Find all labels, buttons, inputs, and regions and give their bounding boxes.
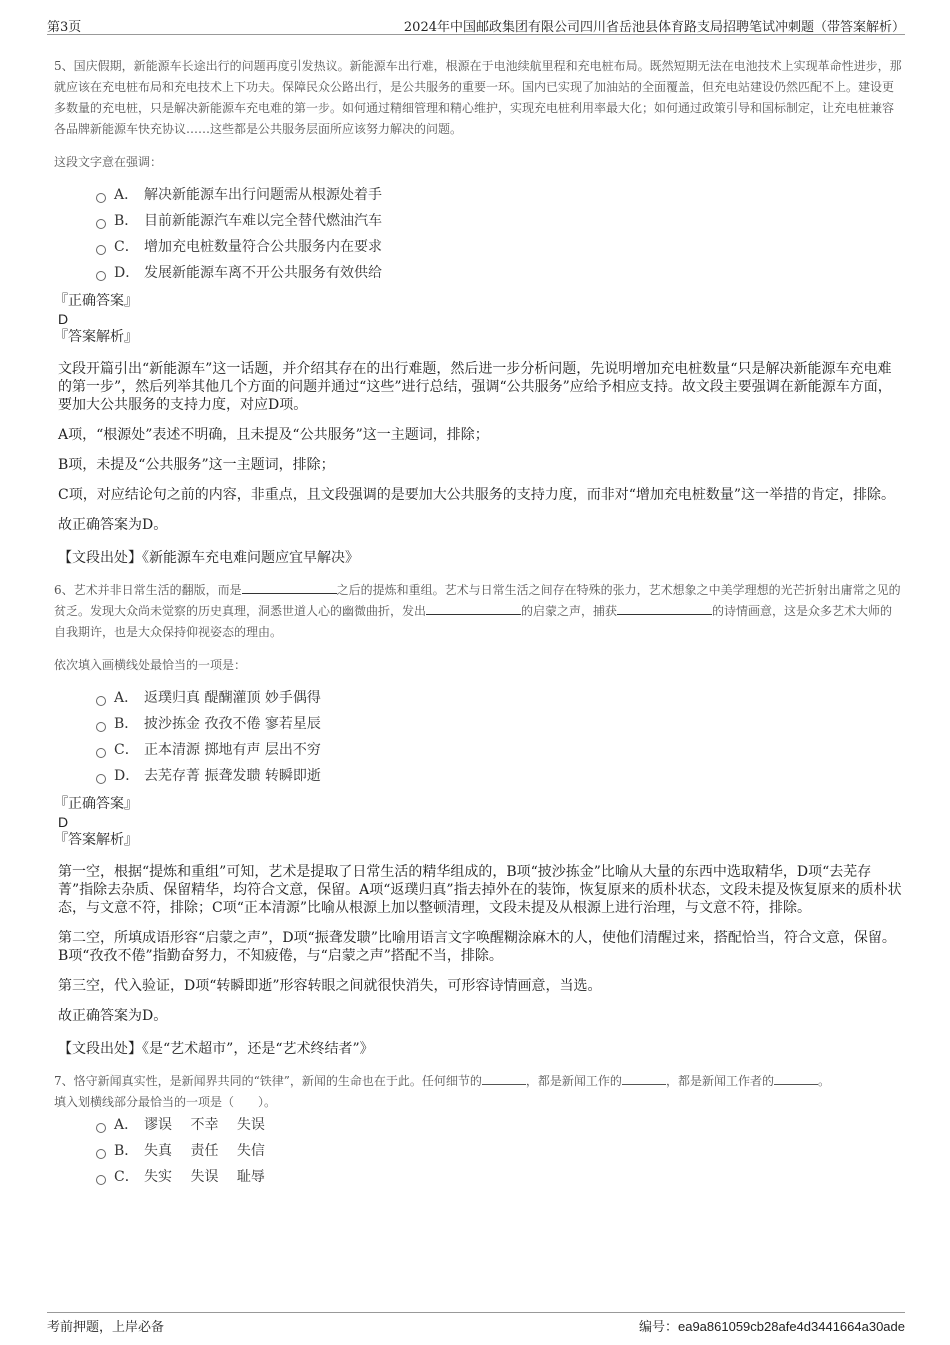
analysis-label: 『答案解析』 [54, 329, 138, 345]
page-number: 第3页 [47, 20, 82, 35]
page-header [47, 14, 905, 35]
fill-blank [617, 602, 712, 615]
option-letter: B． [114, 716, 139, 732]
text-segment: 7、恪守新闻真实性，是新闻界共同的“铁律”，新闻的生命也在于此。任何细节的 [54, 1074, 482, 1088]
radio-icon[interactable] [96, 1175, 106, 1185]
document-code [639, 1316, 905, 1335]
source-title: 《新能源车充电难问题应宜早解决》 [142, 550, 359, 566]
answer-label: 『正确答案』 [54, 293, 138, 309]
code-value: ea9a861059cb28afe4d3441664a30ade [677, 1319, 905, 1334]
option-letter: B． [114, 213, 139, 229]
source-label: 【文段出处】 [58, 550, 142, 566]
option-text: 正本清源 掷地有声 层出不穷 [144, 742, 321, 758]
source-line [58, 548, 904, 568]
option-letter: C． [114, 1169, 139, 1185]
answer-value: D [58, 311, 69, 327]
radio-icon[interactable] [96, 193, 106, 203]
option-letter: A． [114, 690, 139, 706]
option-d[interactable] [96, 763, 904, 789]
option-text: 发展新能源车离不开公共服务有效供给 [144, 265, 382, 281]
text-segment: 。 [817, 1074, 830, 1088]
option-b[interactable] [96, 208, 904, 234]
radio-icon[interactable] [96, 722, 106, 732]
analysis-paragraph: 故正确答案为D。 [58, 1008, 168, 1024]
option-text: 谬误 不幸 失误 [144, 1117, 265, 1133]
option-a[interactable] [96, 685, 904, 711]
radio-icon[interactable] [96, 219, 106, 229]
question-6 [54, 580, 904, 1059]
option-text: 目前新能源汽车难以完全替代燃油汽车 [144, 213, 382, 229]
option-text: 返璞归真 醍醐灌顶 妙手偶得 [144, 690, 321, 706]
answer-value: D [58, 814, 69, 830]
option-letter: C． [114, 742, 139, 758]
option-letter: D． [114, 768, 140, 784]
document-title: 2024年中国邮政集团有限公司四川省岳池县体育路支局招聘笔试冲刺题（带答案解析） [403, 20, 905, 35]
analysis-paragraph: 第一空，根据“提炼和重组”可知，艺术是提取了日常生活的精华组成的，B项“披沙拣金”比喻从大量的东西中选取精华，D项“去芜存菁”指除去杂质、保留精华，均符合文意，保留。A项“返璞归真”指去掉外在的装饰，恢复原来的质朴状态，文段未提及恢复原来的质朴状态，与文意不符，排除；C项“正本清源”比喻从根源上加以整顿清理，文段未提及从根源上进行治理，与文意不符，排除。 [58, 864, 902, 916]
analysis-label: 『答案解析』 [54, 832, 138, 848]
fill-blank [622, 1072, 666, 1085]
analysis-paragraph: A项，“根源处”表述不明确，且未提及“公共服务”这一主题词，排除； [58, 427, 489, 443]
analysis-paragraph: 故正确答案为D。 [58, 517, 168, 533]
question-7-options [96, 1112, 904, 1190]
question-7-text [54, 1071, 904, 1092]
fill-blank [774, 1072, 818, 1085]
option-text: 解决新能源车出行问题需从根源处着手 [144, 187, 382, 203]
fill-blank [426, 602, 521, 615]
option-b[interactable] [96, 711, 904, 737]
option-text: 失实 失误 耻辱 [144, 1169, 265, 1185]
option-letter: D． [114, 265, 140, 281]
text-segment: 的诗情画意，这是众多艺术大师的自我期许，也是大众保持仰视姿态的理由。 [54, 604, 893, 639]
question-7-prompt: 填入划横线部分最恰当的一项是（ ）。 [54, 1095, 277, 1109]
question-7 [54, 1071, 904, 1190]
option-text: 失真 责任 失信 [144, 1143, 265, 1159]
option-d[interactable] [96, 260, 904, 286]
text-segment: 的启蒙之声，捕获 [521, 604, 618, 618]
page-content [54, 56, 904, 1190]
source-title: 《是“艺术超市”，还是“艺术终结者”》 [142, 1041, 374, 1057]
analysis-paragraph: 第二空，所填成语形容“启蒙之声”，D项“振聋发聩”比喻用语言文字唤醒糊涂麻木的人，使他们清醒过来，搭配恰当，符合文意，保留。B项“孜孜不倦”指勤奋努力，不知疲倦，与“启蒙之声”搭配不当，排除。 [58, 930, 896, 964]
option-text: 去芜存菁 振聋发聩 转瞬即逝 [144, 768, 321, 784]
question-5-text: 5、国庆假期，新能源车长途出行的问题再度引发热议。新能源车出行难，根源在于电池续航里程和充电桩布局。既然短期无法在电池技术上实现革命性进步，那就应该在充电桩布局和充电技术上下功夫。保障民众公路出行，是公共服务的重要一环。国内已实现了加油站的全面覆盖，但充电站建设仍然匹配不上。建设更多数量的充电桩，只是解决新能源车充电难的第一步。如何通过精细管理和精心维护，实现充电桩利用率最大化；如何通过政策引导和国标制定，让充电桩兼容各品牌新能源车快充协议……这些都是公共服务层面所应该努力解决的问题。 [54, 59, 902, 136]
radio-icon[interactable] [96, 696, 106, 706]
source-label: 【文段出处】 [58, 1041, 142, 1057]
question-6-text [54, 580, 904, 643]
answer-label: 『正确答案』 [54, 796, 138, 812]
option-text: 披沙拣金 孜孜不倦 寥若星辰 [144, 716, 321, 732]
radio-icon[interactable] [96, 774, 106, 784]
analysis-paragraph: C项，对应结论句之前的内容，非重点，且文段强调的是要加大公共服务的支持力度，而非对“增加充电桩数量”这一举措的肯定，排除。 [58, 487, 896, 503]
option-text: 增加充电桩数量符合公共服务内在要求 [144, 239, 382, 255]
option-letter: B． [114, 1143, 139, 1159]
option-c[interactable] [96, 1164, 904, 1190]
radio-icon[interactable] [96, 1149, 106, 1159]
question-6-options [96, 685, 904, 789]
question-5 [54, 56, 904, 568]
question-5-prompt: 这段文字意在强调： [54, 155, 163, 169]
footer-slogan: 考前押题，上岸必备 [47, 1320, 165, 1335]
fill-blank [242, 581, 337, 594]
text-segment: 之后的提炼和重组。艺术与日常生活之间存在特殊的张力，艺术想象之中美学理想的光芒折射出庸常之见的贫乏。发现大众尚未觉察的历史真理，洞悉世道人心的幽微曲折，发出 [54, 583, 901, 618]
text-segment: ，都是新闻工作的 [525, 1074, 622, 1088]
fill-blank [482, 1072, 526, 1085]
option-c[interactable] [96, 737, 904, 763]
radio-icon[interactable] [96, 748, 106, 758]
option-a[interactable] [96, 182, 904, 208]
analysis-paragraph: 第三空，代入验证，D项“转瞬即逝”形容转眼之间就很快消失，可形容诗情画意，当选。 [58, 978, 602, 994]
option-b[interactable] [96, 1138, 904, 1164]
question-6-prompt: 依次填入画横线处最恰当的一项是： [54, 658, 247, 672]
option-letter: A． [114, 1117, 139, 1133]
analysis-paragraph: 文段开篇引出“新能源车”这一话题，并介绍其存在的出行难题，然后进一步分析问题，先说明增加充电桩数量“只是解决新能源车充电难的第一步”，然后列举其他几个方面的问题并通过“这些”进行总结，强调“公共服务”应给予相应支持。故文段主要强调在新能源车方面，要加大公共服务的支持力度，对应D项。 [58, 361, 892, 413]
text-segment: ，都是新闻工作者的 [665, 1074, 774, 1088]
radio-icon[interactable] [96, 245, 106, 255]
option-letter: A． [114, 187, 139, 203]
page-footer [47, 1312, 905, 1333]
option-a[interactable] [96, 1112, 904, 1138]
question-5-options [96, 182, 904, 286]
radio-icon[interactable] [96, 1123, 106, 1133]
analysis-paragraph: B项，未提及“公共服务”这一主题词，排除； [58, 457, 335, 473]
radio-icon[interactable] [96, 271, 106, 281]
text-segment: 6、艺术并非日常生活的翻版，而是 [54, 583, 242, 597]
option-c[interactable] [96, 234, 904, 260]
source-line [58, 1039, 904, 1059]
code-label: 编号： [638, 1320, 678, 1335]
option-letter: C． [114, 239, 139, 255]
